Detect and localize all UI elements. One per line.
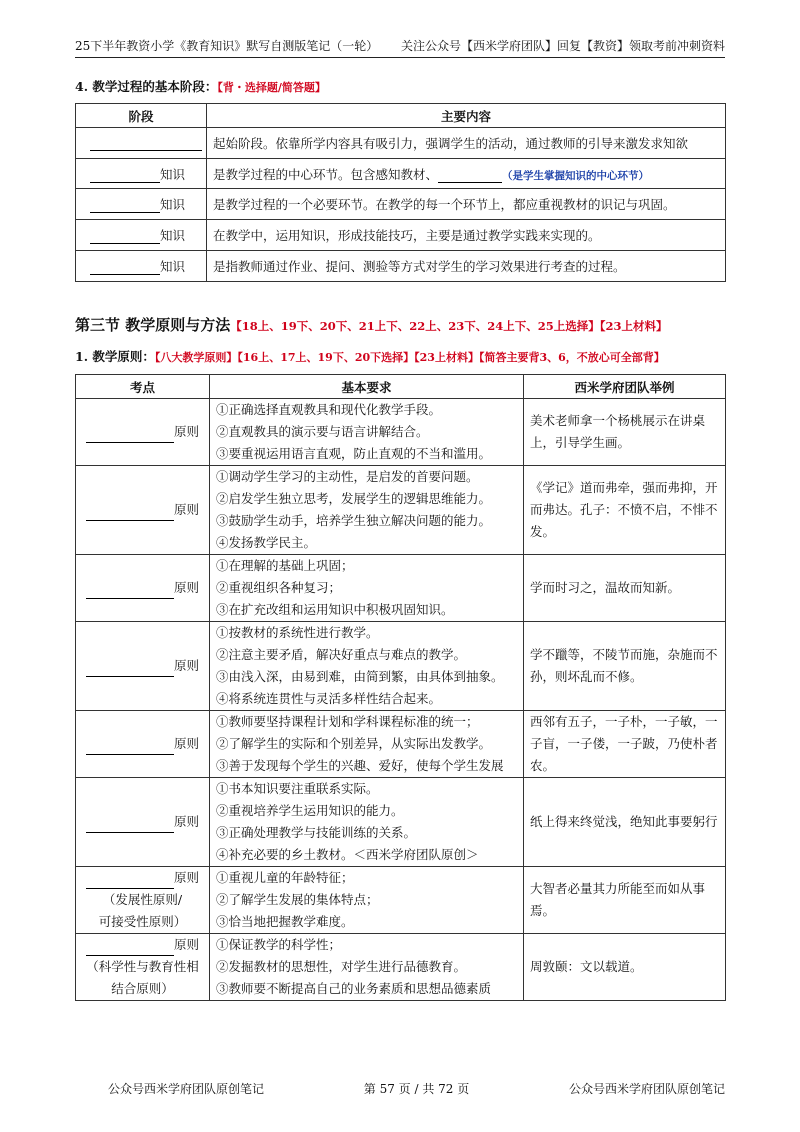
stage-content: 是教学过程的中心环节。包含感知教材、 bbox=[213, 166, 439, 182]
table-row bbox=[76, 622, 726, 711]
requirement-item: ②直观教具的演示要与语言讲解结合。 bbox=[216, 424, 429, 439]
stage-content: 起始阶段。依靠所学内容具有吸引力，强调学生的活动，通过教师的引导来激发求知欲 bbox=[207, 128, 726, 159]
example-text: 《学记》道而弗牵，强而弗抑，开而弗达。孔子：不愤不启，不悱不发。 bbox=[530, 480, 718, 539]
teaching-principle-table bbox=[75, 374, 726, 1001]
answer-blank[interactable] bbox=[86, 506, 174, 521]
q4-tag: 【背・选择题/简答题】 bbox=[217, 81, 326, 94]
q4-heading bbox=[75, 77, 326, 95]
requirement-item: ①在理解的基础上巩固； bbox=[216, 558, 354, 573]
requirement-item: ③正确处理教学与技能训练的关系。 bbox=[216, 825, 417, 840]
principle-label: 原则 bbox=[173, 937, 199, 952]
q1-heading bbox=[75, 347, 665, 365]
col-content: 主要内容 bbox=[207, 104, 726, 128]
table-row bbox=[76, 778, 726, 867]
section-tags: 【18上、19下、20下、21上下、22上、23下、24上下、25上选择】【23上材料】 bbox=[230, 319, 668, 333]
requirement-item: ③教师要不断提高自己的业务素质和思想品德素质 bbox=[216, 981, 492, 996]
principle-label: 原则 bbox=[173, 814, 199, 829]
table-row bbox=[76, 128, 726, 159]
requirement-item: ④将系统连贯性与灵活多样性结合起来。 bbox=[216, 691, 442, 706]
principle-label: 原则 bbox=[173, 580, 199, 595]
table-row: 知识 是教学过程的中心环节。包含感知教材、 （是学生掌握知识的中心环节） bbox=[76, 159, 726, 189]
requirement-item: ④补充必要的乡土教材。＜西米学府团队原创＞ bbox=[216, 847, 479, 862]
table-row bbox=[76, 555, 726, 622]
requirement-item: ②启发学生独立思考，发展学生的逻辑思维能力。 bbox=[216, 491, 492, 506]
answer-blank[interactable] bbox=[90, 198, 160, 213]
answer-blank[interactable] bbox=[86, 941, 174, 956]
answer-blank[interactable] bbox=[90, 168, 160, 183]
requirement-item: ③在扩充改组和运用知识中积极巩固知识。 bbox=[216, 602, 454, 617]
footer-left: 公众号西米学府团队原创笔记 bbox=[108, 1082, 265, 1096]
example-text: 大智者必量其力所能至而如从事焉。 bbox=[530, 881, 706, 918]
table-row bbox=[76, 934, 726, 1001]
table-row: 知识 是教学过程的一个必要环节。在教学的每一个环节上，都应重视教材的识记与巩固。 bbox=[76, 189, 726, 220]
answer-blank[interactable] bbox=[90, 229, 160, 244]
answer-blank[interactable] bbox=[86, 662, 174, 677]
requirement-item: ②重视组织各种复习； bbox=[216, 580, 342, 595]
requirement-item: ②发掘教材的思想性，对学生进行品德教育。 bbox=[216, 959, 467, 974]
answer-blank[interactable] bbox=[86, 818, 174, 833]
requirement-item: ③由浅入深，由易到难，由简到繁，由具体到抽象。 bbox=[216, 669, 504, 684]
table-row: 知识 在教学中，运用知识，形成技能技巧，主要是通过教学实践来实现的。 bbox=[76, 220, 726, 251]
stage-content: 在教学中，运用知识，形成技能技巧，主要是通过教学实践来实现的。 bbox=[207, 220, 726, 251]
example-text: 学不躐等，不陵节而施，杂施而不孙，则坏乱而不修。 bbox=[530, 647, 718, 684]
principle-label: 原则 bbox=[173, 736, 199, 751]
principle-label: 原则 bbox=[173, 424, 199, 439]
requirement-item: ④发扬教学民主。 bbox=[216, 535, 317, 550]
page-number: 第 57 页 / 共 72 页 bbox=[363, 1082, 470, 1096]
col-requirement: 基本要求 bbox=[210, 375, 524, 399]
section-title: 第三节 教学原则与方法【18上、19下、20下、21上下、22上、23下、24上下、25上选择】【23上材料】 bbox=[75, 316, 668, 334]
requirement-item: ①书本知识要注重联系实际。 bbox=[216, 781, 379, 796]
requirement-item: ③鼓励学生动手，培养学生独立解决问题的能力。 bbox=[216, 513, 492, 528]
example-text: 学而时习之，温故而知新。 bbox=[530, 580, 681, 595]
header-right: 关注公众号【西米学府团队】回复【教资】领取考前冲刺资料 bbox=[400, 39, 725, 53]
requirement-item: ③要重视运用语言直观，防止直观的不当和滥用。 bbox=[216, 446, 492, 461]
q4-title: 4. 教学过程的基本阶段： bbox=[75, 79, 218, 94]
stage-content: 是教学过程的一个必要环节。在教学的每一个环节上，都应重视教材的识记与巩固。 bbox=[207, 189, 726, 220]
table-row: 知识 是指教师通过作业、提问、测验等方式对学生的学习效果进行考查的过程。 bbox=[76, 251, 726, 282]
table-row bbox=[76, 867, 726, 934]
example-text: 美术老师拿一个杨桃展示在讲桌上，引导学生画。 bbox=[530, 413, 706, 450]
principle-alias: （科学性与教育性相 bbox=[86, 959, 199, 974]
stage-note: （是学生掌握知识的中心环节） bbox=[502, 169, 650, 182]
answer-blank[interactable] bbox=[90, 136, 202, 151]
stage-content: 是指教师通过作业、提问、测验等方式对学生的学习效果进行考查的过程。 bbox=[207, 251, 726, 282]
col-stage: 阶段 bbox=[76, 104, 207, 128]
principle-label: 原则 bbox=[173, 870, 199, 885]
col-example: 西米学府团队举例 bbox=[524, 375, 726, 399]
header-left: 25下半年教资小学《教育知识》默写自测版笔记（一轮） bbox=[75, 39, 379, 53]
principle-alias: 可接受性原则） bbox=[98, 914, 187, 929]
table-row bbox=[76, 466, 726, 555]
requirement-item: ①正确选择直观教具和现代化教学手段。 bbox=[216, 402, 442, 417]
principle-label: 原则 bbox=[173, 502, 199, 517]
principle-alias: 结合原则） bbox=[111, 981, 174, 996]
requirement-item: ①调动学生学习的主动性，是启发的首要问题。 bbox=[216, 469, 479, 484]
requirement-item: ①教师要坚持课程计划和学科课程标准的统一； bbox=[216, 714, 479, 729]
answer-blank[interactable] bbox=[86, 740, 174, 755]
example-text: 纸上得来终觉浅，绝知此事要躬行 bbox=[530, 814, 718, 829]
requirement-item: ①按教材的系统性进行教学。 bbox=[216, 625, 379, 640]
example-text: 西邻有五子，一子朴，一子敏，一子盲，一子偻，一子跛，乃使朴者农。 bbox=[530, 714, 718, 773]
q1-tags: 【八大教学原则】【16上、17上、19下、20下选择】【23上材料】【简答主要背3、6，不放心可全部背】 bbox=[154, 351, 665, 364]
requirement-item: ②重视培养学生运用知识的能力。 bbox=[216, 803, 404, 818]
col-point: 考点 bbox=[76, 375, 210, 399]
page-footer bbox=[108, 1080, 725, 1097]
requirement-item: ③恰当地把握教学难度。 bbox=[216, 914, 354, 929]
q1-title: 1. 教学原则： bbox=[75, 349, 155, 364]
requirement-item: ①重视儿童的年龄特征； bbox=[216, 870, 354, 885]
requirement-item: ②注意主要矛盾，解决好重点与难点的教学。 bbox=[216, 647, 467, 662]
requirement-item: ①保证教学的科学性； bbox=[216, 937, 342, 952]
example-text: 周敦颐：文以载道。 bbox=[530, 959, 643, 974]
table-row bbox=[76, 399, 726, 466]
principle-label: 原则 bbox=[173, 658, 199, 673]
answer-blank[interactable] bbox=[438, 168, 502, 183]
principle-alias: （发展性原则/ bbox=[102, 892, 183, 907]
answer-blank[interactable] bbox=[90, 260, 160, 275]
answer-blank[interactable] bbox=[86, 428, 174, 443]
footer-right: 公众号西米学府团队原创笔记 bbox=[568, 1082, 725, 1096]
teaching-stage-table bbox=[75, 103, 726, 282]
answer-blank[interactable] bbox=[86, 874, 174, 889]
requirement-item: ②了解学生的实际和个别差异，从实际出发教学。 bbox=[216, 736, 492, 751]
requirement-item: ③善于发现每个学生的兴趣、爱好，使每个学生发展 bbox=[216, 758, 504, 773]
answer-blank[interactable] bbox=[86, 584, 174, 599]
requirement-item: ②了解学生发展的集体特点； bbox=[216, 892, 379, 907]
page-header bbox=[75, 30, 725, 58]
table-row bbox=[76, 711, 726, 778]
